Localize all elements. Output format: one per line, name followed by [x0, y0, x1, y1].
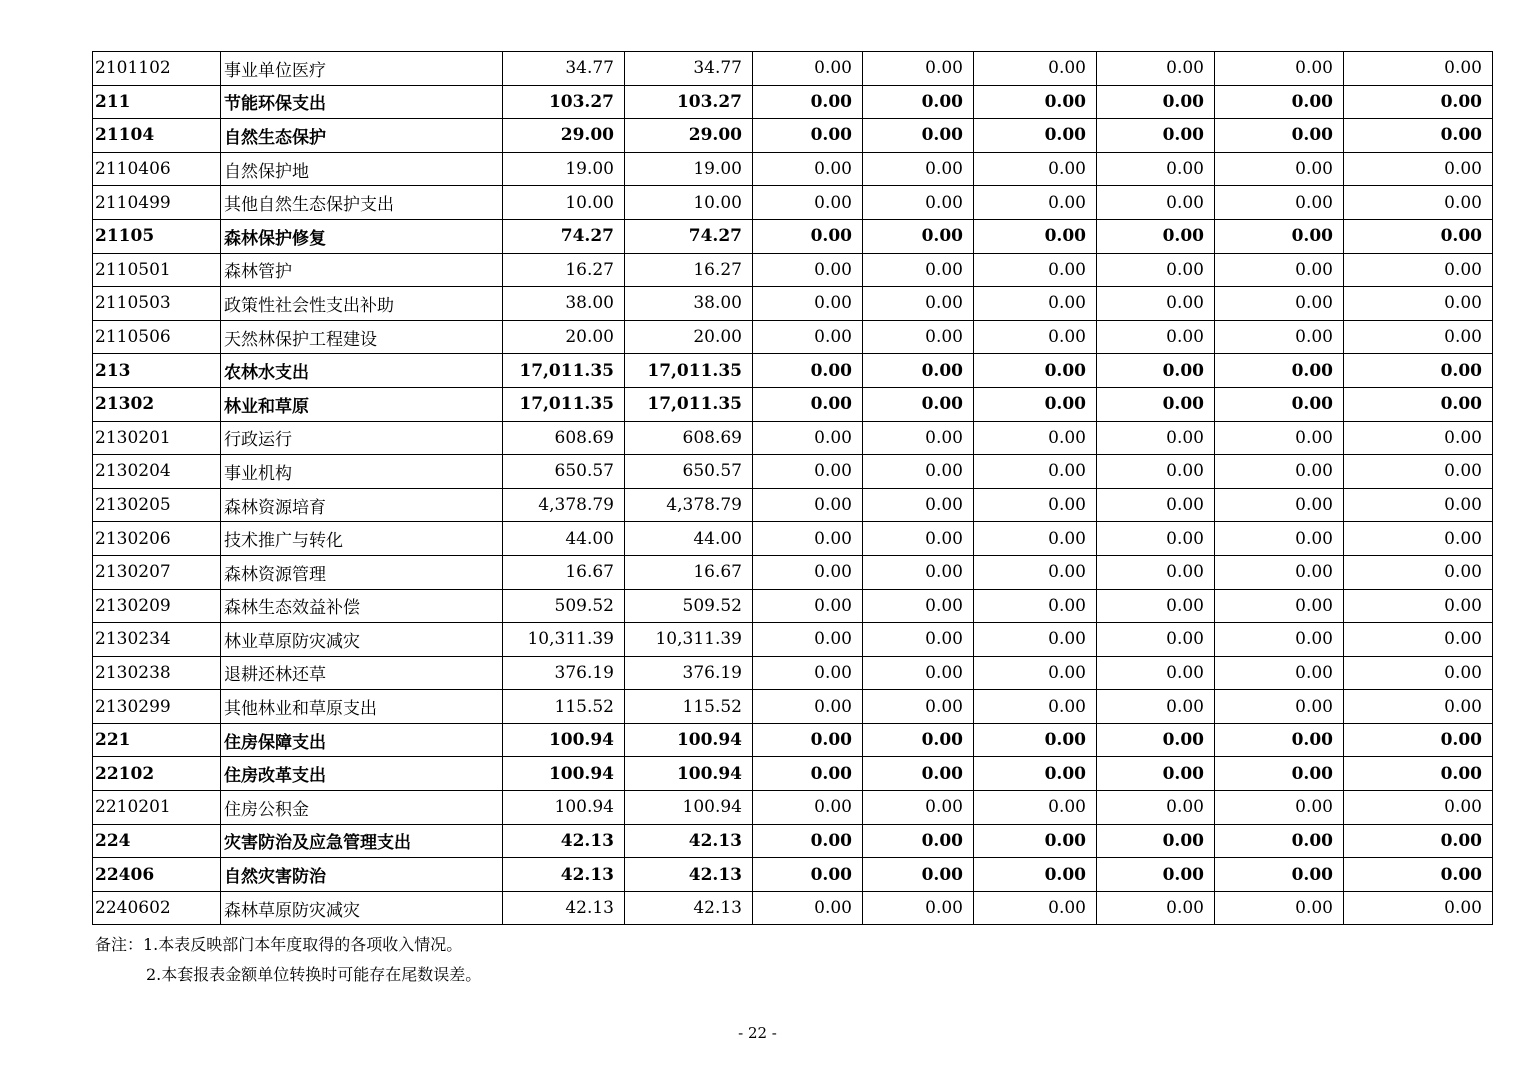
amount-cell: 10,311.39	[625, 623, 753, 657]
amount-cell: 0.00	[863, 421, 974, 455]
amount-cell: 0.00	[863, 119, 974, 153]
amount-cell: 0.00	[1344, 85, 1493, 119]
amount-cell: 0.00	[1097, 891, 1215, 925]
amount-cell: 17,011.35	[503, 354, 625, 388]
subject-code: 2130205	[93, 488, 221, 522]
amount-cell: 0.00	[1215, 387, 1344, 421]
amount-cell: 0.00	[863, 891, 974, 925]
amount-cell: 0.00	[1215, 455, 1344, 489]
amount-cell: 0.00	[863, 455, 974, 489]
amount-cell: 0.00	[1097, 690, 1215, 724]
amount-cell: 0.00	[1097, 287, 1215, 321]
amount-cell: 10.00	[625, 186, 753, 220]
amount-cell: 0.00	[1344, 287, 1493, 321]
amount-cell: 0.00	[753, 824, 863, 858]
amount-cell: 0.00	[1344, 589, 1493, 623]
amount-cell: 4,378.79	[625, 488, 753, 522]
amount-cell: 0.00	[974, 186, 1097, 220]
amount-cell: 0.00	[1097, 387, 1215, 421]
amount-cell: 0.00	[1097, 320, 1215, 354]
subject-name: 住房保障支出	[221, 723, 503, 757]
subject-name: 事业单位医疗	[221, 52, 503, 86]
amount-cell: 42.13	[625, 858, 753, 892]
amount-cell: 0.00	[1097, 723, 1215, 757]
amount-cell: 0.00	[1344, 455, 1493, 489]
subject-code: 211	[93, 85, 221, 119]
subject-code: 221	[93, 723, 221, 757]
amount-cell: 42.13	[503, 891, 625, 925]
subject-name: 住房公积金	[221, 791, 503, 825]
amount-cell: 0.00	[1097, 757, 1215, 791]
subject-code: 21302	[93, 387, 221, 421]
amount-cell: 44.00	[625, 522, 753, 556]
amount-cell: 17,011.35	[503, 387, 625, 421]
subject-name: 林业草原防灾减灾	[221, 623, 503, 657]
amount-cell: 4,378.79	[503, 488, 625, 522]
amount-cell: 0.00	[863, 690, 974, 724]
subject-name: 灾害防治及应急管理支出	[221, 824, 503, 858]
table-row	[93, 589, 1493, 623]
amount-cell: 0.00	[753, 354, 863, 388]
amount-cell: 0.00	[1344, 186, 1493, 220]
amount-cell: 0.00	[753, 320, 863, 354]
amount-cell: 0.00	[1097, 488, 1215, 522]
amount-cell: 0.00	[753, 287, 863, 321]
amount-cell: 0.00	[1215, 85, 1344, 119]
amount-cell: 0.00	[863, 52, 974, 86]
subject-name: 森林管护	[221, 253, 503, 287]
amount-cell: 0.00	[974, 253, 1097, 287]
amount-cell: 0.00	[1097, 589, 1215, 623]
amount-cell: 0.00	[1344, 656, 1493, 690]
amount-cell: 0.00	[1344, 690, 1493, 724]
amount-cell: 115.52	[625, 690, 753, 724]
amount-cell: 0.00	[753, 52, 863, 86]
table-row	[93, 891, 1493, 925]
subject-code: 22102	[93, 757, 221, 791]
amount-cell: 42.13	[503, 824, 625, 858]
amount-cell: 0.00	[753, 253, 863, 287]
amount-cell: 608.69	[625, 421, 753, 455]
amount-cell: 0.00	[1215, 757, 1344, 791]
amount-cell: 0.00	[863, 555, 974, 589]
amount-cell: 100.94	[625, 757, 753, 791]
amount-cell: 16.27	[503, 253, 625, 287]
amount-cell: 0.00	[974, 85, 1097, 119]
table-row	[93, 723, 1493, 757]
amount-cell: 42.13	[625, 891, 753, 925]
amount-cell: 0.00	[974, 387, 1097, 421]
amount-cell: 0.00	[1344, 320, 1493, 354]
subject-name: 住房改革支出	[221, 757, 503, 791]
amount-cell: 0.00	[1215, 858, 1344, 892]
amount-cell: 38.00	[625, 287, 753, 321]
amount-cell: 0.00	[753, 891, 863, 925]
subject-code: 2110501	[93, 253, 221, 287]
amount-cell: 74.27	[625, 219, 753, 253]
amount-cell: 0.00	[1215, 522, 1344, 556]
table-row	[93, 455, 1493, 489]
amount-cell: 0.00	[753, 85, 863, 119]
subject-name: 其他自然生态保护支出	[221, 186, 503, 220]
table-row	[93, 287, 1493, 321]
subject-name: 政策性社会性支出补助	[221, 287, 503, 321]
amount-cell: 0.00	[863, 320, 974, 354]
amount-cell: 17,011.35	[625, 354, 753, 388]
amount-cell: 0.00	[1215, 555, 1344, 589]
amount-cell: 0.00	[1215, 488, 1344, 522]
amount-cell: 0.00	[863, 488, 974, 522]
amount-cell: 100.94	[625, 791, 753, 825]
amount-cell: 0.00	[863, 152, 974, 186]
amount-cell: 0.00	[1344, 555, 1493, 589]
table-row	[93, 791, 1493, 825]
table-row	[93, 85, 1493, 119]
subject-code: 2130201	[93, 421, 221, 455]
amount-cell: 0.00	[753, 589, 863, 623]
amount-cell: 100.94	[503, 757, 625, 791]
amount-cell: 0.00	[1097, 555, 1215, 589]
amount-cell: 38.00	[503, 287, 625, 321]
amount-cell: 0.00	[974, 119, 1097, 153]
amount-cell: 0.00	[1344, 757, 1493, 791]
amount-cell: 0.00	[1097, 354, 1215, 388]
amount-cell: 0.00	[863, 354, 974, 388]
amount-cell: 0.00	[863, 858, 974, 892]
table-row	[93, 253, 1493, 287]
amount-cell: 34.77	[503, 52, 625, 86]
amount-cell: 0.00	[753, 656, 863, 690]
subject-name: 其他林业和草原支出	[221, 690, 503, 724]
subject-code: 2110406	[93, 152, 221, 186]
amount-cell: 0.00	[1215, 219, 1344, 253]
amount-cell: 0.00	[1215, 824, 1344, 858]
amount-cell: 16.27	[625, 253, 753, 287]
amount-cell: 0.00	[1097, 421, 1215, 455]
amount-cell: 0.00	[1097, 119, 1215, 153]
subject-name: 天然林保护工程建设	[221, 320, 503, 354]
amount-cell: 0.00	[1215, 891, 1344, 925]
amount-cell: 0.00	[863, 387, 974, 421]
amount-cell: 650.57	[625, 455, 753, 489]
amount-cell: 0.00	[974, 757, 1097, 791]
table-row	[93, 186, 1493, 220]
amount-cell: 0.00	[863, 85, 974, 119]
subject-name: 森林资源管理	[221, 555, 503, 589]
amount-cell: 0.00	[1215, 690, 1344, 724]
amount-cell: 103.27	[503, 85, 625, 119]
amount-cell: 0.00	[1215, 723, 1344, 757]
amount-cell: 0.00	[753, 488, 863, 522]
table-row	[93, 757, 1493, 791]
table-body	[93, 52, 1493, 925]
amount-cell: 0.00	[863, 253, 974, 287]
subject-name: 自然生态保护	[221, 119, 503, 153]
amount-cell: 0.00	[1215, 354, 1344, 388]
amount-cell: 115.52	[503, 690, 625, 724]
amount-cell: 0.00	[1344, 354, 1493, 388]
amount-cell: 608.69	[503, 421, 625, 455]
amount-cell: 0.00	[1215, 320, 1344, 354]
amount-cell: 0.00	[863, 723, 974, 757]
amount-cell: 0.00	[753, 623, 863, 657]
amount-cell: 100.94	[503, 723, 625, 757]
subject-code: 224	[93, 824, 221, 858]
amount-cell: 0.00	[1097, 791, 1215, 825]
amount-cell: 100.94	[503, 791, 625, 825]
subject-name: 森林生态效益补偿	[221, 589, 503, 623]
amount-cell: 0.00	[974, 455, 1097, 489]
subject-name: 森林资源培育	[221, 488, 503, 522]
amount-cell: 0.00	[1344, 52, 1493, 86]
page-number: - 22 -	[738, 1024, 777, 1042]
table-row	[93, 555, 1493, 589]
amount-cell: 74.27	[503, 219, 625, 253]
amount-cell: 42.13	[503, 858, 625, 892]
table-row	[93, 858, 1493, 892]
amount-cell: 0.00	[974, 891, 1097, 925]
amount-cell: 0.00	[753, 757, 863, 791]
amount-cell: 0.00	[1097, 85, 1215, 119]
table-row	[93, 119, 1493, 153]
amount-cell: 0.00	[863, 791, 974, 825]
amount-cell: 29.00	[625, 119, 753, 153]
subject-name: 森林保护修复	[221, 219, 503, 253]
amount-cell: 42.13	[625, 824, 753, 858]
subject-code: 2130234	[93, 623, 221, 657]
amount-cell: 0.00	[1097, 455, 1215, 489]
subject-code: 22406	[93, 858, 221, 892]
table-row	[93, 690, 1493, 724]
subject-code: 2130204	[93, 455, 221, 489]
amount-cell: 0.00	[1215, 656, 1344, 690]
note-line-2: 2.本套报表金额单位转换时可能存在尾数误差。	[146, 965, 482, 984]
amount-cell: 0.00	[1097, 253, 1215, 287]
amount-cell: 0.00	[753, 421, 863, 455]
amount-cell: 0.00	[863, 522, 974, 556]
amount-cell: 0.00	[974, 354, 1097, 388]
amount-cell: 0.00	[753, 555, 863, 589]
amount-cell: 0.00	[1215, 119, 1344, 153]
amount-cell: 10.00	[503, 186, 625, 220]
subject-code: 2130206	[93, 522, 221, 556]
amount-cell: 103.27	[625, 85, 753, 119]
table-row	[93, 152, 1493, 186]
amount-cell: 44.00	[503, 522, 625, 556]
subject-name: 节能环保支出	[221, 85, 503, 119]
subject-code: 2110506	[93, 320, 221, 354]
amount-cell: 0.00	[1097, 858, 1215, 892]
amount-cell: 0.00	[974, 287, 1097, 321]
amount-cell: 29.00	[503, 119, 625, 153]
amount-cell: 0.00	[1344, 119, 1493, 153]
amount-cell: 0.00	[1215, 623, 1344, 657]
amount-cell: 0.00	[1344, 522, 1493, 556]
amount-cell: 0.00	[974, 723, 1097, 757]
note-line-1: 备注：1.本表反映部门本年度取得的各项收入情况。	[95, 935, 463, 954]
amount-cell: 0.00	[863, 589, 974, 623]
amount-cell: 0.00	[974, 858, 1097, 892]
subject-name: 森林草原防灾减灾	[221, 891, 503, 925]
amount-cell: 0.00	[1344, 791, 1493, 825]
subject-name: 自然灾害防治	[221, 858, 503, 892]
amount-cell: 0.00	[753, 455, 863, 489]
amount-cell: 0.00	[1344, 387, 1493, 421]
amount-cell: 0.00	[753, 791, 863, 825]
amount-cell: 0.00	[1097, 186, 1215, 220]
table-row	[93, 421, 1493, 455]
amount-cell: 509.52	[503, 589, 625, 623]
amount-cell: 0.00	[974, 690, 1097, 724]
subject-name: 退耕还林还草	[221, 656, 503, 690]
amount-cell: 0.00	[1344, 623, 1493, 657]
amount-cell: 0.00	[1215, 589, 1344, 623]
amount-cell: 0.00	[863, 656, 974, 690]
subject-code: 2130299	[93, 690, 221, 724]
amount-cell: 19.00	[625, 152, 753, 186]
amount-cell: 0.00	[753, 152, 863, 186]
table-row	[93, 219, 1493, 253]
amount-cell: 16.67	[503, 555, 625, 589]
subject-code: 2130207	[93, 555, 221, 589]
table-row	[93, 320, 1493, 354]
subject-code: 21105	[93, 219, 221, 253]
amount-cell: 0.00	[974, 791, 1097, 825]
table-row	[93, 623, 1493, 657]
subject-code: 2110503	[93, 287, 221, 321]
amount-cell: 0.00	[1344, 824, 1493, 858]
subject-code: 21104	[93, 119, 221, 153]
amount-cell: 0.00	[974, 555, 1097, 589]
table-row	[93, 522, 1493, 556]
amount-cell: 0.00	[1097, 152, 1215, 186]
amount-cell: 0.00	[1344, 152, 1493, 186]
amount-cell: 0.00	[863, 757, 974, 791]
amount-cell: 0.00	[753, 690, 863, 724]
amount-cell: 0.00	[863, 287, 974, 321]
amount-cell: 0.00	[863, 623, 974, 657]
amount-cell: 20.00	[503, 320, 625, 354]
subject-code: 2240602	[93, 891, 221, 925]
table-row	[93, 656, 1493, 690]
amount-cell: 0.00	[1344, 421, 1493, 455]
amount-cell: 0.00	[1344, 723, 1493, 757]
amount-cell: 0.00	[1344, 219, 1493, 253]
amount-cell: 0.00	[974, 320, 1097, 354]
subject-name: 技术推广与转化	[221, 522, 503, 556]
amount-cell: 0.00	[1215, 253, 1344, 287]
amount-cell: 376.19	[503, 656, 625, 690]
amount-cell: 376.19	[625, 656, 753, 690]
amount-cell: 0.00	[1097, 219, 1215, 253]
table-row	[93, 52, 1493, 86]
amount-cell: 17,011.35	[625, 387, 753, 421]
amount-cell: 0.00	[974, 152, 1097, 186]
amount-cell: 10,311.39	[503, 623, 625, 657]
amount-cell: 0.00	[1097, 623, 1215, 657]
amount-cell: 0.00	[974, 824, 1097, 858]
income-table	[92, 51, 1493, 925]
amount-cell: 0.00	[1097, 522, 1215, 556]
subject-code: 2110499	[93, 186, 221, 220]
amount-cell: 0.00	[1344, 858, 1493, 892]
amount-cell: 0.00	[1215, 52, 1344, 86]
amount-cell: 20.00	[625, 320, 753, 354]
amount-cell: 650.57	[503, 455, 625, 489]
amount-cell: 0.00	[1215, 421, 1344, 455]
amount-cell: 0.00	[974, 421, 1097, 455]
amount-cell: 0.00	[753, 522, 863, 556]
amount-cell: 0.00	[974, 488, 1097, 522]
amount-cell: 0.00	[1215, 791, 1344, 825]
subject-code: 2210201	[93, 791, 221, 825]
table-row	[93, 354, 1493, 388]
subject-name: 林业和草原	[221, 387, 503, 421]
amount-cell: 34.77	[625, 52, 753, 86]
subject-name: 行政运行	[221, 421, 503, 455]
amount-cell: 0.00	[863, 219, 974, 253]
subject-code: 2130238	[93, 656, 221, 690]
amount-cell: 0.00	[974, 623, 1097, 657]
amount-cell: 0.00	[1097, 824, 1215, 858]
table-row	[93, 824, 1493, 858]
amount-cell: 0.00	[974, 219, 1097, 253]
subject-code: 2130209	[93, 589, 221, 623]
amount-cell: 19.00	[503, 152, 625, 186]
amount-cell: 509.52	[625, 589, 753, 623]
amount-cell: 0.00	[1215, 152, 1344, 186]
amount-cell: 0.00	[753, 186, 863, 220]
amount-cell: 0.00	[1215, 287, 1344, 321]
amount-cell: 100.94	[625, 723, 753, 757]
amount-cell: 0.00	[974, 589, 1097, 623]
amount-cell: 0.00	[974, 656, 1097, 690]
amount-cell: 16.67	[625, 555, 753, 589]
amount-cell: 0.00	[753, 219, 863, 253]
amount-cell: 0.00	[753, 387, 863, 421]
amount-cell: 0.00	[753, 723, 863, 757]
amount-cell: 0.00	[1344, 891, 1493, 925]
amount-cell: 0.00	[1215, 186, 1344, 220]
subject-code: 213	[93, 354, 221, 388]
amount-cell: 0.00	[1097, 656, 1215, 690]
amount-cell: 0.00	[974, 52, 1097, 86]
amount-cell: 0.00	[1097, 52, 1215, 86]
amount-cell: 0.00	[863, 824, 974, 858]
amount-cell: 0.00	[1344, 488, 1493, 522]
amount-cell: 0.00	[753, 858, 863, 892]
amount-cell: 0.00	[863, 186, 974, 220]
subject-code: 2101102	[93, 52, 221, 86]
amount-cell: 0.00	[974, 522, 1097, 556]
amount-cell: 0.00	[753, 119, 863, 153]
table-row	[93, 387, 1493, 421]
subject-name: 农林水支出	[221, 354, 503, 388]
subject-name: 自然保护地	[221, 152, 503, 186]
amount-cell: 0.00	[1344, 253, 1493, 287]
subject-name: 事业机构	[221, 455, 503, 489]
table-row	[93, 488, 1493, 522]
